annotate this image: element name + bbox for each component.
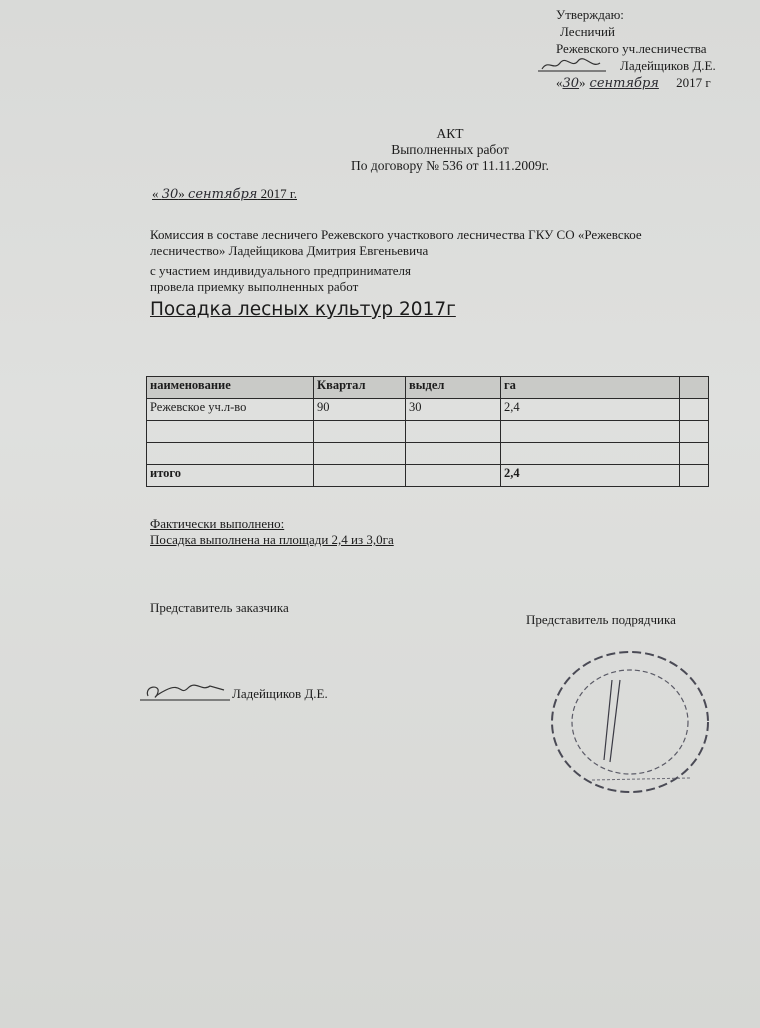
cell-area <box>501 421 680 443</box>
approval-label: Утверждаю: <box>556 7 624 22</box>
approval-date-day: 30 <box>562 76 580 91</box>
body-line-4: провела приемку выполненных работ <box>150 279 359 294</box>
cell-section <box>406 421 501 443</box>
approval-date-month: сентября <box>589 76 659 91</box>
cell-name <box>147 421 314 443</box>
body-line-2: лесничество» Ладейщикова Дмитрия Евгеньевича <box>150 243 429 258</box>
cell-empty <box>680 443 709 465</box>
approval-date-year: 2017 г <box>676 75 711 90</box>
cell-name <box>147 443 314 465</box>
total-label: итого <box>147 465 314 487</box>
body-line-3: с участием индивидуального предпринимателя <box>150 263 412 278</box>
customer-representative-label: Представитель заказчика <box>150 600 289 615</box>
table-row <box>147 399 709 421</box>
customer-signature <box>140 682 232 702</box>
act-date: « 30» сентября 2017 г. <box>152 186 298 202</box>
cell-name: Режевское уч.л-во <box>147 399 314 421</box>
act-date-day: 30 <box>161 187 179 202</box>
header-cell-empty <box>680 377 709 399</box>
table-header-row <box>147 377 709 399</box>
act-title-block <box>250 126 650 174</box>
works-table <box>146 376 709 487</box>
contractor-representative-label: Представитель подрядчика <box>526 612 676 627</box>
header-cell-quarter: Квартал <box>314 377 406 399</box>
approval-name: Ладейщиков Д.Е. <box>620 58 716 73</box>
fact-text: Посадка выполнена на площади 2,4 из 3,0га <box>150 532 394 547</box>
approval-block <box>556 6 756 92</box>
approval-position: Лесничий <box>560 24 615 39</box>
table-total-row <box>147 465 709 487</box>
act-date-year: 2017 г. <box>260 186 298 201</box>
header-cell-name: наименование <box>147 377 314 399</box>
act-title: АКТ <box>436 126 464 141</box>
body-line-1: Комиссия в составе лесничего Режевского участкового лесничества ГКУ СО «Режевское <box>150 227 642 242</box>
table-row <box>147 421 709 443</box>
cell-quarter <box>314 443 406 465</box>
approval-signature <box>538 57 608 73</box>
table-row <box>147 443 709 465</box>
act-contract: По договору № 536 от 11.11.2009г. <box>350 158 550 173</box>
total-value: 2,4 <box>501 465 680 487</box>
header-cell-area: га <box>501 377 680 399</box>
contractor-stamp <box>530 640 730 800</box>
customer-signature-block <box>140 682 328 702</box>
header-cell-section: выдел <box>406 377 501 399</box>
cell-section: 30 <box>406 399 501 421</box>
cell-quarter <box>314 421 406 443</box>
fact-label: Фактически выполнено: <box>150 516 285 531</box>
act-subtitle: Выполненных работ <box>391 142 509 157</box>
cell-section <box>406 443 501 465</box>
cell-empty <box>680 421 709 443</box>
cell-quarter: 90 <box>314 399 406 421</box>
cell-empty <box>680 399 709 421</box>
work-title: Посадка лесных культур 2017г <box>150 299 456 320</box>
approval-date: «30» сентября 2017 г <box>556 75 711 91</box>
act-date-month: сентября <box>188 187 258 202</box>
customer-name: Ладейщиков Д.Е. <box>232 686 328 701</box>
approval-signature-line <box>556 57 756 74</box>
cell-area: 2,4 <box>501 399 680 421</box>
approval-org: Режевского уч.лесничества <box>556 41 707 56</box>
cell-area <box>501 443 680 465</box>
